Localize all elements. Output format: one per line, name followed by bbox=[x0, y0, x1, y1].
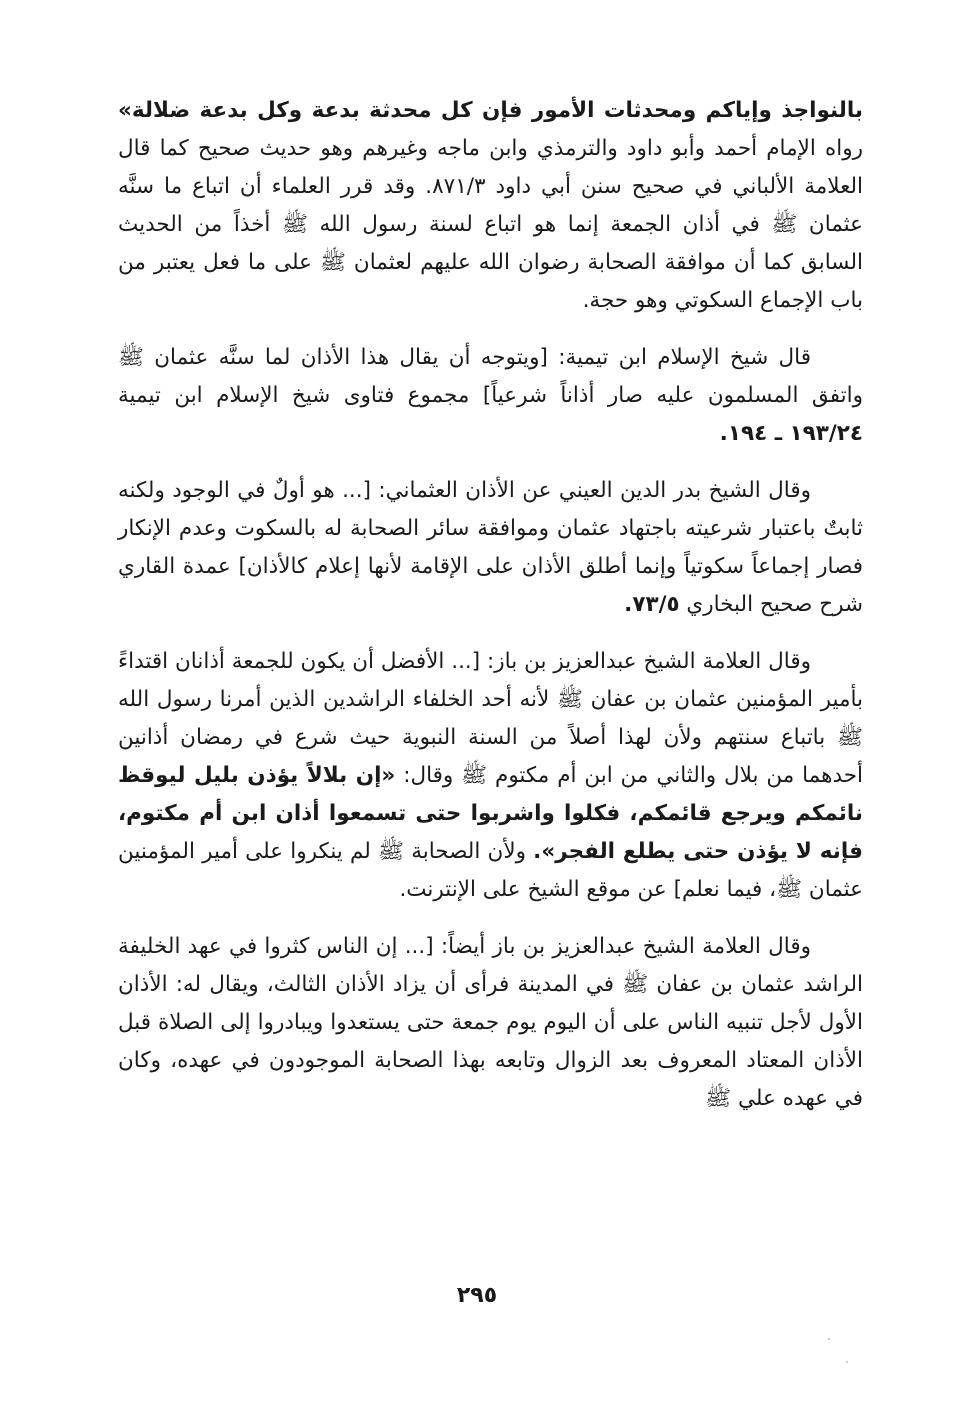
paragraph bbox=[118, 643, 863, 909]
bold-text: «إن بلالاً يؤذن بليل ليوقظ نائمكم ويرجع قائمكم، فكلوا واشربوا حتى تسمعوا أذان ابن أم مكتوم، فإنه لا يؤذن حتى يطلع الفجر». bbox=[118, 763, 863, 864]
paragraph-text: وقال الشيخ بدر الدين العيني عن الأذان العثماني: [... هو أولٌ في الوجود ولكنه ثابتٌ باعتبار شرعيته باجتهاد عثمان وموافقة سائر الصحابة له بالسكوت وعدم الإنكار فصار إجماعاً سكوتياً وإنما أطلق الأذان على الإقامة لأنها إعلام كالأذان] عمدة القاري شرح صحيح البخاري bbox=[118, 478, 863, 617]
paragraph-text: قال شيخ الإسلام ابن تيمية: [ويتوجه أن يقال هذا الأذان لما سنَّه عثمان ﷺ واتفق المسلمون عليه صار أذاناً شرعياً] مجموع فتاوى شيخ الإسلام ابن تيمية bbox=[118, 345, 863, 408]
paragraph bbox=[118, 339, 863, 453]
bold-text: ٧٣/٥. bbox=[624, 592, 680, 617]
bold-text: ١٩٣/٢٤ ـ ١٩٤. bbox=[719, 421, 863, 446]
paragraph-text: رواه الإمام أحمد وأبو داود والترمذي وابن ماجه وغيرهم وهو حديث صحيح كما قال العلامة الألباني في صحيح سنن أبي داود ٨٧١/٣. وقد قرر العلماء أن اتباع ما سنَّه عثمان ﷺ في أذان الجمعة إنما هو اتباع لسنة رسول الله ﷺ أخذاً من الحديث السابق كما أن موافقة الصحابة رضوان الله عليهم لعثمان ﷺ على ما فعل يعتبر من باب الإجماع السكوتي وهو حجة. bbox=[118, 136, 863, 313]
paragraph bbox=[118, 928, 863, 1118]
body-text bbox=[118, 92, 863, 1137]
paragraph-text: وقال العلامة الشيخ عبدالعزيز بن باز أيضاً: [... إن الناس كثروا في عهد الخليفة الراشد عثمان بن عفان ﷺ في المدينة فرأى أن يزاد الأذان الثالث، ويقال له: الأذان الأول لأجل تنبيه الناس على أن اليوم يوم جمعة حتى يستعدوا ويبادروا إلى الصلاة قبل الأذان المعتاد المعروف بعد الزوال وتابعه بهذا الصحابة الموجودون في عهده، وكان في عهده علي ﷺ bbox=[118, 934, 863, 1111]
page-number: ٢٩٥ bbox=[456, 1283, 498, 1308]
paragraph-text: ولأن الصحابة ﷺ لم ينكروا على أمير المؤمنين عثمان ﷺ، فيما نعلم] عن موقع الشيخ على الإنترنت. bbox=[118, 839, 863, 902]
bold-text: بالنواجذ وإياكم ومحدثات الأمور فإن كل محدثة بدعة وكل بدعة ضلالة» bbox=[118, 98, 863, 123]
paragraph bbox=[118, 92, 863, 320]
scan-speck bbox=[846, 1361, 848, 1363]
scan-speck bbox=[828, 1338, 830, 1340]
paragraph bbox=[118, 472, 863, 624]
paragraph-text: وقال العلامة الشيخ عبدالعزيز بن باز: [... الأفضل أن يكون للجمعة أذانان اقتداءً بأمير المؤمنين عثمان بن عفان ﷺ لأنه أحد الخلفاء الراشدين الذين أمرنا رسول الله ﷺ باتباع سنتهم ولأن لهذا أصلاً من السنة النبوية حيث شرع في رمضان أذانين أحدهما من بلال والثاني من ابن أم مكتوم ﷺ وقال: bbox=[118, 649, 863, 788]
